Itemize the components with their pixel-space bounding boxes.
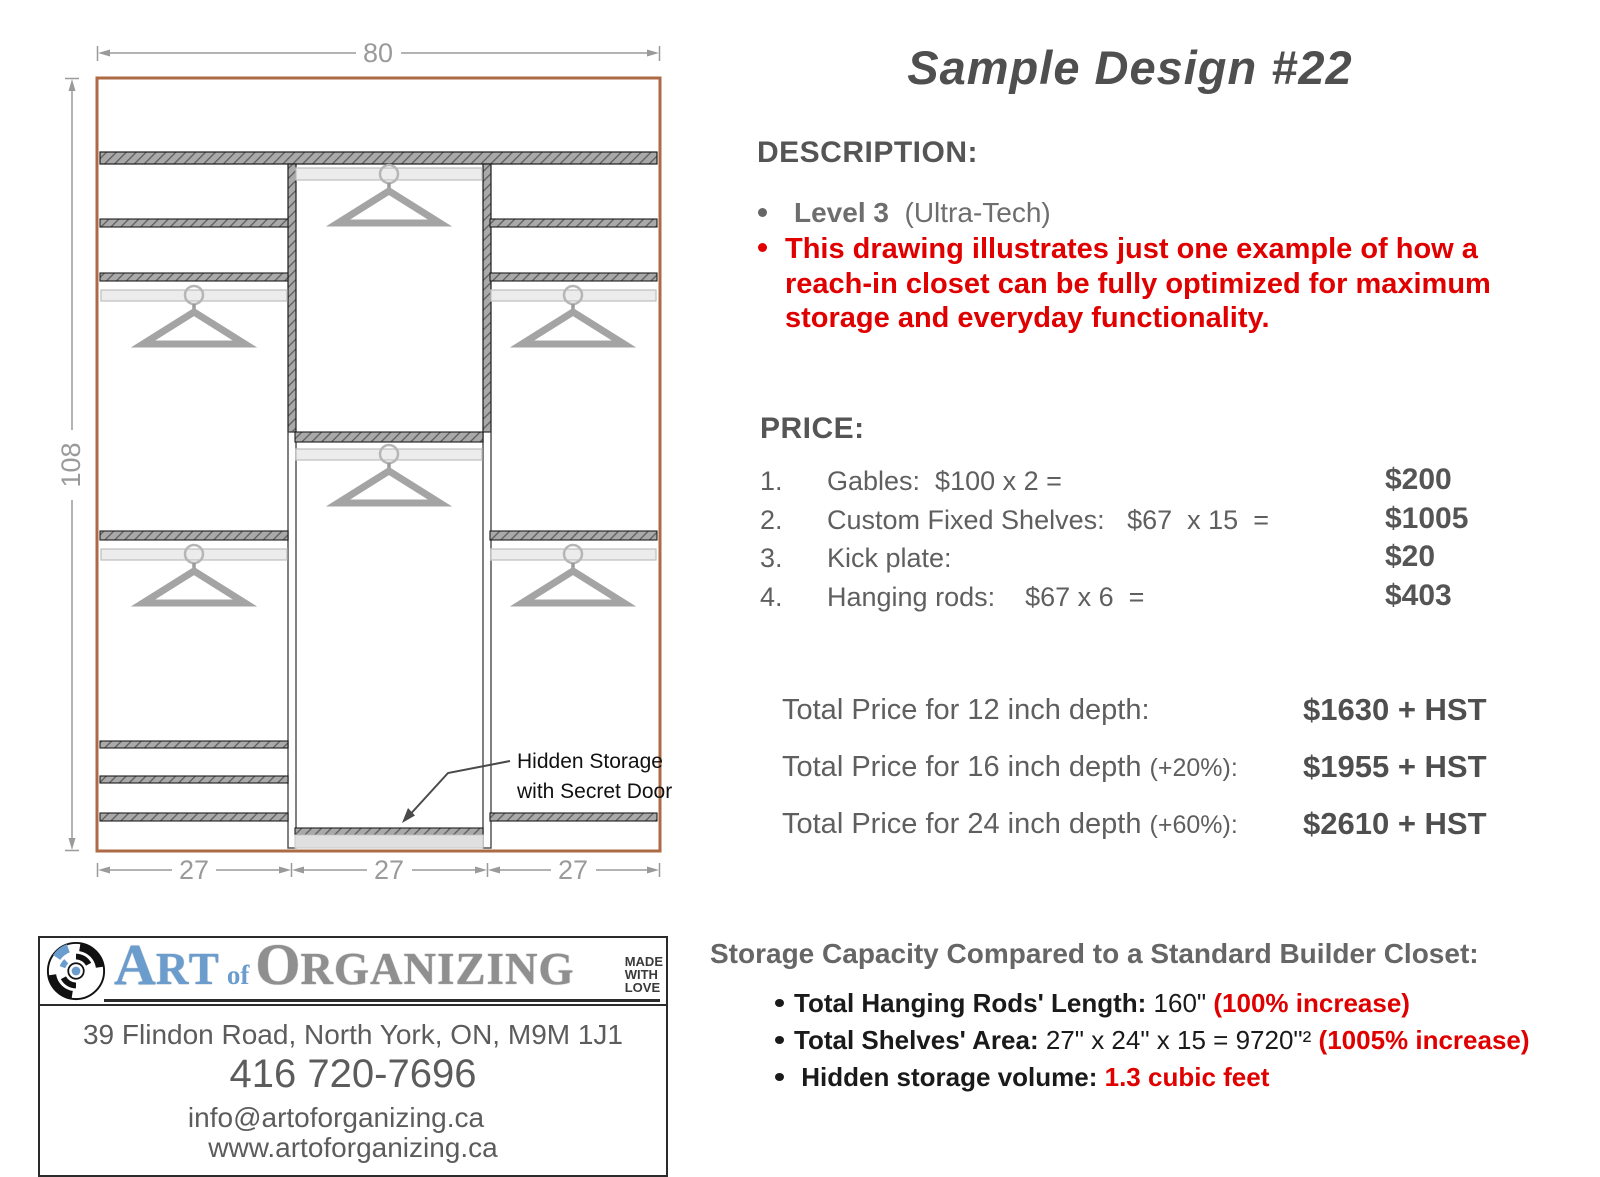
logo-banner bbox=[38, 932, 668, 1006]
total-label: Total Price for 24 inch depth (+60%): bbox=[782, 808, 1238, 840]
total-label: Total Price for 12 inch depth: bbox=[782, 694, 1150, 726]
total-value: $1630 + HST bbox=[1303, 692, 1487, 727]
company-phone: 416 720-7696 bbox=[229, 1052, 477, 1096]
company-logo-icon bbox=[45, 940, 107, 1002]
company-block bbox=[38, 932, 668, 1177]
level-label: Level 3 bbox=[794, 197, 889, 228]
storage-bullet-rods: Total Hanging Rods' Length: 160" (100% increase) bbox=[775, 988, 1585, 1019]
company-website[interactable]: www.artoforganizing.ca bbox=[208, 1132, 498, 1163]
logo-underline bbox=[104, 999, 660, 1002]
dimension-width bbox=[98, 38, 660, 68]
dim-section-3-label: 27 bbox=[557, 855, 589, 885]
annotation-line-1: Hidden Storage bbox=[517, 750, 663, 773]
company-wordmark: ART of ORGANIZING bbox=[114, 932, 575, 997]
total-label: Total Price for 16 inch depth (+20%): bbox=[782, 751, 1238, 783]
item-number: 4. bbox=[760, 582, 783, 612]
item-number: 2. bbox=[760, 505, 783, 535]
storage-capacity-heading: Storage Capacity Compared to a Standard Builder Closet: bbox=[710, 938, 1479, 969]
bullet-dot bbox=[758, 243, 767, 252]
description-bullet-level bbox=[758, 197, 1458, 229]
bullet-dot bbox=[758, 208, 767, 217]
dim-width-label: 80 bbox=[362, 38, 394, 68]
description-note: This drawing illustrates just one example of how a reach-in closet can be fully optimized for maximum storage and everyday functionality. bbox=[785, 233, 1491, 334]
price-item-gables bbox=[760, 463, 1520, 506]
total-value: $1955 + HST bbox=[1303, 749, 1487, 784]
dimension-sections bbox=[98, 855, 660, 885]
total-value: $2610 + HST bbox=[1303, 806, 1487, 841]
bullet-dot bbox=[775, 1036, 784, 1044]
price-heading: PRICE: bbox=[760, 412, 865, 445]
dim-height-label: 108 bbox=[56, 442, 86, 488]
contact-box bbox=[38, 1006, 668, 1177]
description-bullet-note bbox=[758, 232, 1518, 336]
storage-bullet-hidden: Hidden storage volume: 1.3 cubic feet bbox=[775, 1062, 1585, 1093]
company-email[interactable]: info@artoforganizing.ca bbox=[187, 1102, 485, 1133]
price-item-rods bbox=[760, 579, 1520, 622]
page-title: Sample Design #22 bbox=[907, 41, 1353, 94]
dimension-height bbox=[56, 79, 86, 851]
item-price: $1005 bbox=[1385, 502, 1469, 535]
gable-right bbox=[483, 164, 491, 848]
bullet-dot bbox=[775, 999, 784, 1007]
annotation-line-2: with Secret Door bbox=[517, 780, 673, 803]
item-label: Gables: $100 x 2 = bbox=[827, 466, 1062, 496]
closet-drawing bbox=[20, 20, 700, 910]
price-item-shelves bbox=[760, 502, 1520, 545]
item-label: Hanging rods: $67 x 6 = bbox=[827, 582, 1145, 612]
storage-bullet-shelves: Total Shelves' Area: 27" x 24" x 15 = 9720"² (1005% increase) bbox=[775, 1025, 1585, 1056]
description-heading: DESCRIPTION: bbox=[757, 136, 979, 169]
total-price-16 bbox=[782, 751, 1562, 797]
item-price: $200 bbox=[1385, 463, 1452, 496]
item-number: 1. bbox=[760, 466, 783, 496]
item-price: $403 bbox=[1385, 579, 1452, 612]
price-item-kickplate bbox=[760, 540, 1520, 583]
gable-left bbox=[288, 164, 296, 848]
hidden-storage-compartment bbox=[295, 835, 483, 848]
bullet-dot bbox=[775, 1073, 784, 1081]
total-price-12 bbox=[782, 694, 1562, 740]
top-shelf bbox=[100, 152, 657, 164]
item-label: Kick plate: bbox=[827, 543, 952, 573]
company-address: 39 Flindon Road, North York, ON, M9M 1J1 bbox=[82, 1019, 624, 1050]
dim-section-1-label: 27 bbox=[178, 855, 210, 885]
item-price: $20 bbox=[1385, 540, 1436, 573]
item-number: 3. bbox=[760, 543, 783, 573]
level-detail: (Ultra-Tech) bbox=[888, 197, 1051, 228]
item-label: Custom Fixed Shelves: $67 x 15 = bbox=[827, 505, 1269, 535]
made-with-love-tagline: MADE WITH LOVE bbox=[624, 954, 663, 995]
dim-section-2-label: 27 bbox=[373, 855, 405, 885]
total-price-24 bbox=[782, 808, 1562, 854]
